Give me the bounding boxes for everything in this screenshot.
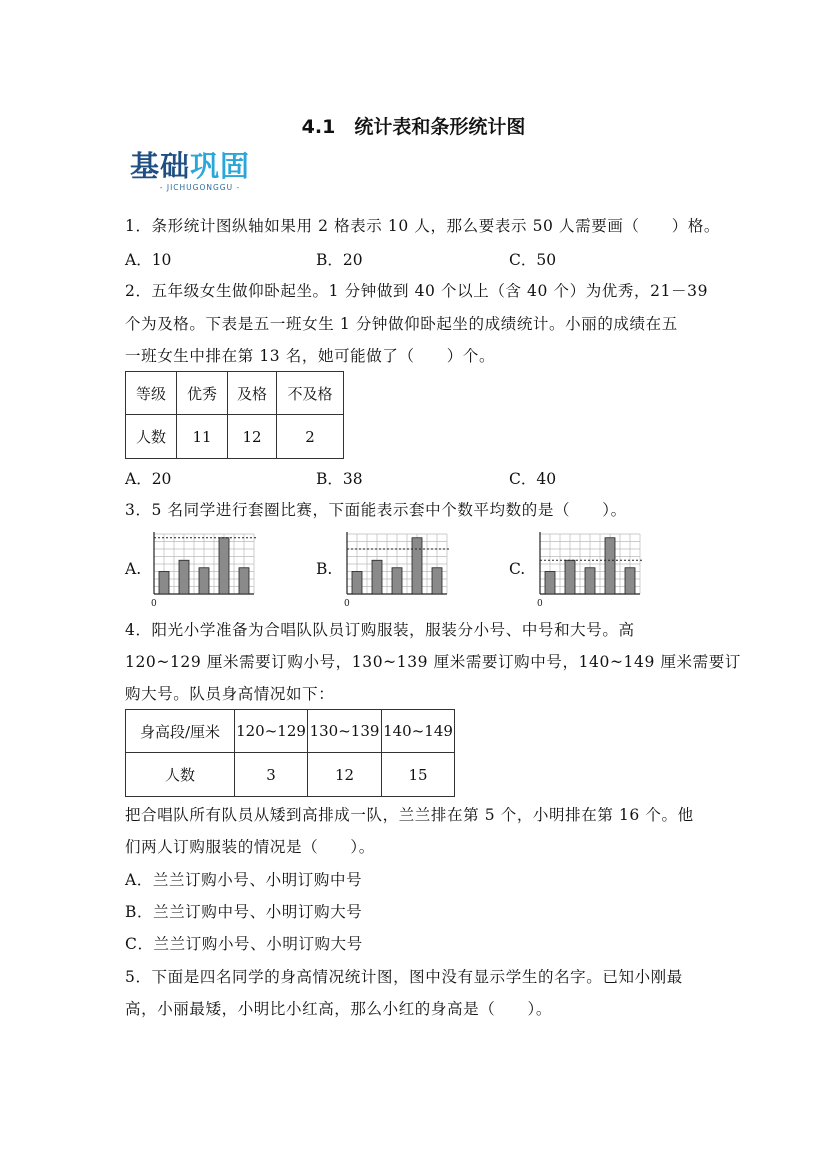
q2-line-2: 个为及格。下表是五一班女生 1 分钟做仰卧起坐的成绩统计。小丽的成绩在五: [125, 315, 678, 333]
q4-after-1: 把合唱队所有队员从矮到高排成一队，兰兰排在第 5 个，小明排在第 16 个。他: [125, 806, 694, 824]
q4-table-row-label: 人数: [126, 753, 235, 797]
q2-option-a: A．20: [125, 470, 172, 488]
q3-stem: 3．5 名同学进行套圈比赛，下面能表示套中个数平均数的是（ ）。: [125, 501, 627, 519]
q3-chart-b: [339, 528, 457, 610]
q3-label-c: C.: [509, 560, 526, 578]
q4-line-3: 购大号。队员身高情况如下：: [125, 685, 335, 703]
q2-table-row-label: 人数: [126, 415, 177, 459]
logo-text-a: 基础: [130, 149, 191, 183]
q4-table-header: 130~139: [308, 710, 382, 753]
bar-3: [199, 568, 209, 594]
axis-zero-label: 0: [344, 599, 350, 609]
bar-2: [179, 560, 189, 594]
q4-after-2: 们两人订购服装的情况是（ ）。: [125, 838, 375, 856]
logo-text-b: 巩固: [190, 149, 251, 183]
bar-5: [432, 568, 442, 594]
q2-option-c: C．40: [509, 470, 557, 488]
q4-table-cell: 3: [235, 753, 308, 797]
q3-label-b: B.: [316, 560, 333, 578]
q1-option-a: A．10: [125, 251, 172, 269]
q4-option-a: A．兰兰订购小号、小明订购中号: [125, 871, 363, 889]
q3-label-a: A.: [125, 560, 142, 578]
bar-1: [159, 572, 169, 595]
q2-table-header: 及格: [228, 372, 277, 415]
q5-line-2: 高，小丽最矮，小明比小红高，那么小红的身高是（ ）。: [125, 1000, 552, 1018]
q4-table-cell: 12: [308, 753, 382, 797]
bar-5: [625, 568, 635, 594]
q2-table-header: 等级: [126, 372, 177, 415]
q4-option-b: B．兰兰订购中号、小明订购大号: [125, 903, 363, 921]
logo-subtitle: - JICHUGONGGU -: [159, 183, 241, 192]
bar-2: [372, 560, 382, 594]
q4-table-header: 120~129: [235, 710, 308, 753]
q2-table: [125, 371, 344, 459]
q5-line-1: 5．下面是四名同学的身高情况统计图，图中没有显示学生的名字。已知小刚最: [125, 968, 683, 986]
q2-line-3: 一班女生中排在第 13 名，她可能做了（ ）个。: [125, 347, 496, 365]
bar-3: [585, 568, 595, 594]
q2-table-cell: 12: [228, 415, 277, 459]
bar-5: [239, 568, 249, 594]
axis-zero-label: 0: [537, 599, 543, 609]
q4-table: [125, 709, 455, 797]
q1-stem: 1．条形统计图纵轴如果用 2 格表示 10 人，那么要表示 50 人需要画（ ）格。: [125, 217, 721, 235]
bar-4: [412, 538, 422, 594]
q4-option-c: C．兰兰订购小号、小明订购大号: [125, 935, 363, 953]
q4-line-2: 120~129 厘米需要订购小号，130~139 厘米需要订购中号，140~149 厘米需要订: [125, 653, 741, 671]
q3-chart-a: [146, 528, 264, 610]
q1-option-c: C．50: [509, 251, 557, 269]
bar-4: [219, 538, 229, 594]
bar-4: [605, 538, 615, 594]
q2-line-1: 2．五年级女生做仰卧起坐。1 分钟做到 40 个以上（含 40 个）为优秀，21－39: [125, 282, 709, 300]
bar-3: [392, 568, 402, 594]
axis-zero-label: 0: [151, 599, 157, 609]
q4-table-cell: 15: [382, 753, 455, 797]
q2-table-header: 优秀: [177, 372, 228, 415]
q2-option-b: B．38: [316, 470, 363, 488]
bar-1: [352, 572, 362, 595]
section-logo: [130, 150, 276, 198]
q4-line-1: 4．阳光小学准备为合唱队队员订购服装，服装分小号、中号和大号。高: [125, 621, 635, 639]
bar-1: [545, 572, 555, 595]
q2-table-cell: 11: [177, 415, 228, 459]
bar-2: [565, 560, 575, 594]
q3-chart-c: [532, 528, 650, 610]
q1-option-b: B．20: [316, 251, 363, 269]
q2-table-header: 不及格: [277, 372, 344, 415]
q2-table-cell: 2: [277, 415, 344, 459]
q4-table-header: 140~149: [382, 710, 455, 753]
page-title: 4.1 统计表和条形统计图: [301, 116, 526, 138]
q4-table-header: 身高段/厘米: [126, 710, 235, 753]
